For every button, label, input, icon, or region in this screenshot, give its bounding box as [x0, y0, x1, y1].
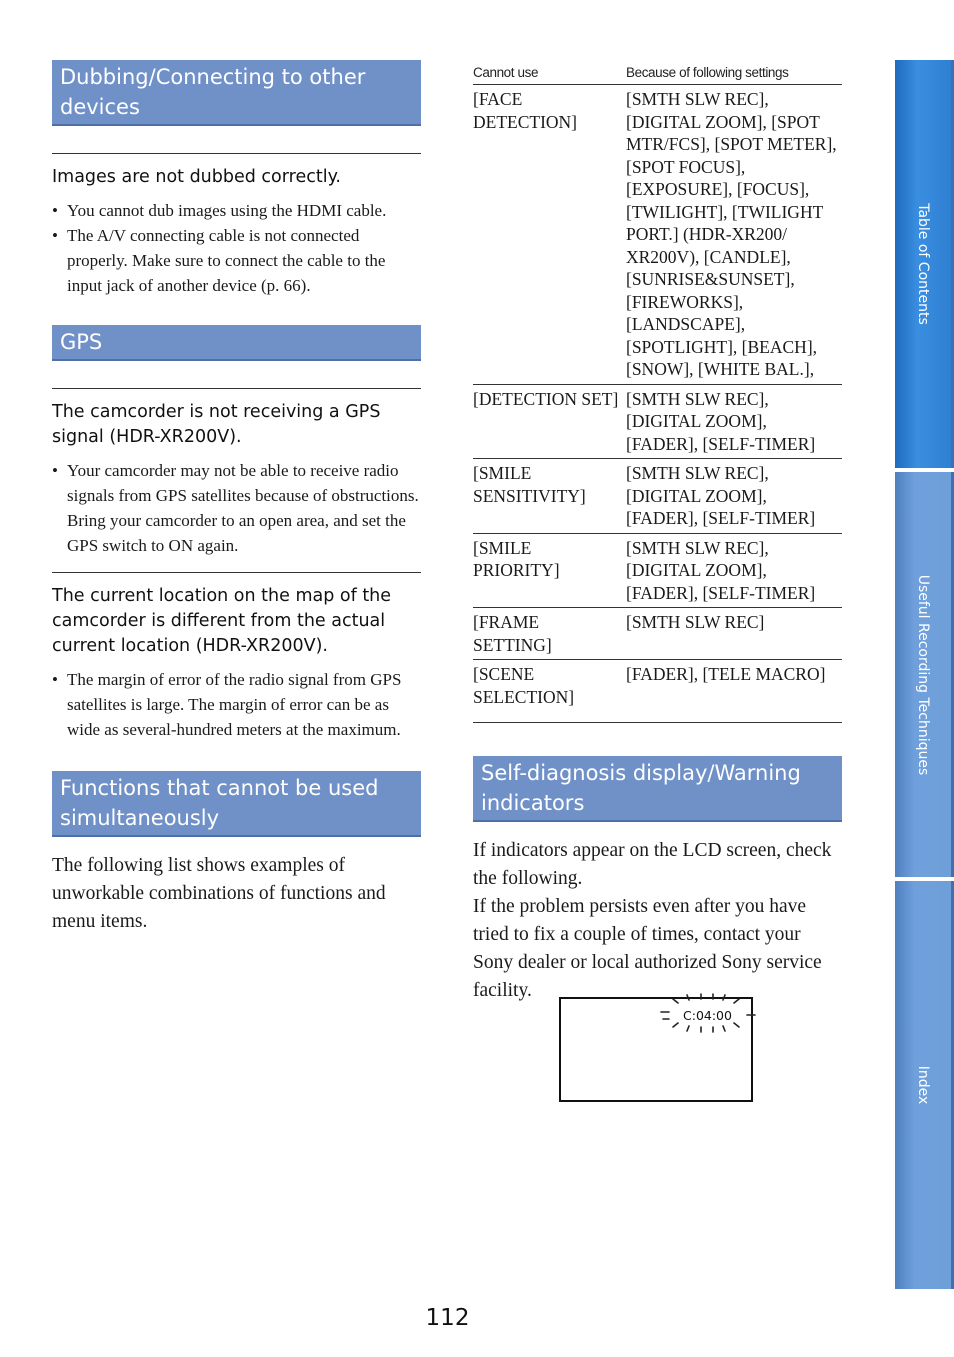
tab-label: Useful Recording Techniques [915, 574, 931, 775]
tab-index[interactable] [895, 881, 954, 1289]
divider [52, 572, 421, 573]
tab-useful-recording-techniques[interactable] [895, 472, 954, 877]
cell-function: [SMILE SENSITIVITY] [473, 459, 626, 534]
question-dubbing: Images are not dubbed correctly. [52, 167, 341, 187]
table-row [473, 533, 842, 608]
warning-code: C:04:00 [683, 1008, 732, 1023]
tab-label: Table of Contents [915, 203, 931, 325]
self-diagnosis-text-2: If the problem persists even after you have tried to fix a couple of times, contact your Sony dealer or local authorized Sony service facility. [473, 896, 822, 1001]
divider [52, 388, 421, 389]
table-row [473, 459, 842, 534]
page-number: 112 [425, 1305, 470, 1331]
header-cannot-use: Cannot use [473, 60, 626, 85]
cell-function: [FACE DETECTION] [473, 85, 626, 385]
cell-settings: [SMTH SLW REC], [DIGITAL ZOOM], [FADER], [SELF-TIMER] [626, 384, 842, 459]
cell-settings: [SMTH SLW REC], [DIGITAL ZOOM], [FADER], [SELF-TIMER] [626, 459, 842, 534]
tab-label: Index [915, 1065, 931, 1105]
section-heading-functions: Functions that cannot be used simultaneously [52, 771, 421, 837]
cell-function: [DETECTION SET] [473, 384, 626, 459]
bullet-list-gps-signal [52, 458, 421, 558]
cell-settings: [FADER], [TELE MACRO] [626, 660, 842, 723]
table-row [473, 85, 842, 385]
section-heading-gps: GPS [52, 325, 421, 361]
bullet-list-dubbing [52, 198, 421, 298]
section-heading-dubbing: Dubbing/Connecting to other devices [52, 60, 421, 126]
cell-function: [SCENE SELECTION] [473, 660, 626, 723]
right-column [473, 60, 842, 1005]
cell-function: [SMILE PRIORITY] [473, 533, 626, 608]
lcd-screen-illustration [559, 997, 753, 1102]
bullet-item: • Your camcorder may not be able to receive radio signals from GPS satellites because of obstructions. Bring your camcorder to an open area, and set the GPS switch to ON again. [52, 458, 421, 558]
header-settings: Because of following settings [626, 60, 842, 85]
bullet-list-gps-location [52, 667, 421, 742]
tab-table-of-contents[interactable] [895, 60, 954, 468]
bullet-item: • You cannot dub images using the HDMI cable. [52, 198, 421, 223]
bullet-item: • The margin of error of the radio signal from GPS satellites is large. The margin of error can be as wide as several-hundred meters at the maximum. [52, 667, 421, 742]
cell-settings: [SMTH SLW REC] [626, 608, 842, 660]
question-gps-location: The current location on the map of the camcorder is different from the actual current location (HDR-XR200V). [52, 586, 392, 656]
divider [52, 153, 421, 154]
cell-function: [FRAME SETTING] [473, 608, 626, 660]
section-heading-self-diagnosis: Self-diagnosis display/Warning indicators [473, 756, 842, 822]
left-column [52, 60, 421, 936]
table-header-row [473, 60, 842, 85]
self-diagnosis-text-1: If indicators appear on the LCD screen, check the following. [473, 840, 832, 889]
cell-settings: [SMTH SLW REC], [DIGITAL ZOOM], [FADER], [SELF-TIMER] [626, 533, 842, 608]
bullet-item: • The A/V connecting cable is not connected properly. Make sure to connect the cable to the input jack of another device (p. 66). [52, 223, 421, 298]
functions-table [473, 60, 842, 723]
table-row [473, 660, 842, 723]
table-row [473, 608, 842, 660]
cell-settings: [SMTH SLW REC], [DIGITAL ZOOM], [SPOT MTR/FCS], [SPOT METER], [SPOT FOCUS], [EXPOSURE], [FOCUS], [TWILIGHT], [TWILIGHT PORT.] (HDR-XR200/ XR200V), [CANDLE], [SUNRISE&SUNSET], [FIREWORKS], [LANDSCAPE], [SPOTLIGHT], [BEACH], [SNOW], [WHITE BAL.], [626, 85, 842, 385]
side-navigation [895, 60, 954, 1290]
question-gps-signal: The camcorder is not receiving a GPS signal (HDR-XR200V). [52, 402, 381, 447]
functions-text: The following list shows examples of unworkable combinations of functions and menu items. [52, 855, 386, 932]
table-row [473, 384, 842, 459]
